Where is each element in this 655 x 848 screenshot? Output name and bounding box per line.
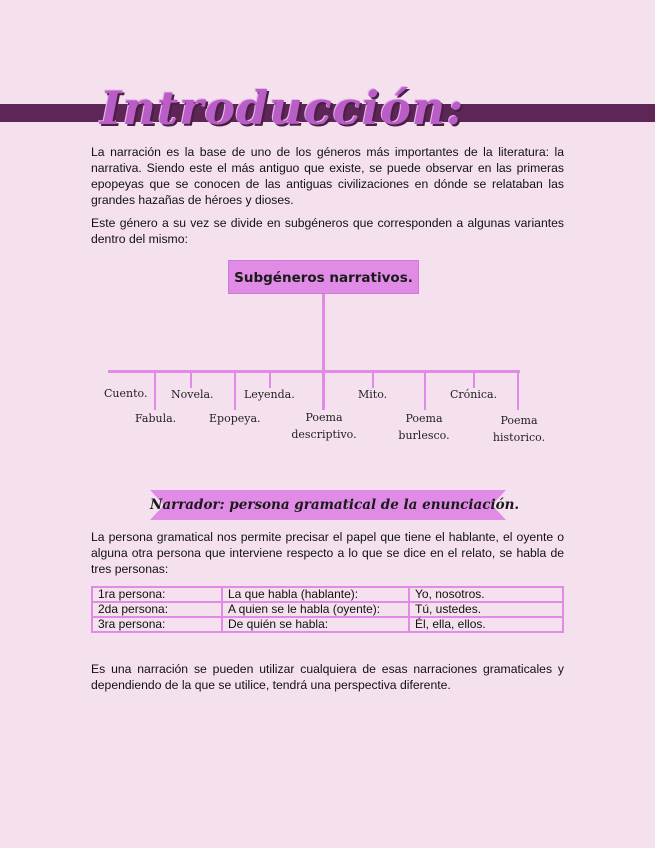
diagram-branch: [322, 372, 325, 410]
node-poema-historico: Poema historico.: [492, 414, 546, 444]
table-cell: Tú, ustedes.: [409, 602, 563, 617]
node-poema-burlesco: Poema burlesco.: [398, 412, 450, 442]
node-fabula: Fabula.: [135, 412, 177, 425]
subgenres-paragraph: Este género a su vez se divide en subgéneros que corresponden a algunas variantes dentro del mismo:: [91, 216, 564, 246]
node-mito: Mito.: [358, 388, 388, 401]
diagram-root: Subgéneros narrativos.: [228, 260, 419, 294]
diagram-bar: [108, 370, 520, 373]
node-epopeya: Epopeya.: [209, 412, 261, 425]
table-row: [92, 617, 563, 632]
page-title: Introducción:: [100, 81, 465, 135]
node-cuento: Cuento.: [104, 387, 148, 400]
intro-paragraph: La narración es la base de uno de los géneros más importantes de la literatura: la narrativa. Siendo este el más antiguo que existe, se puede observar en las primeras epopeyas que se conocen de las antiguas civilizaciones en dónde se relataban las grandes hazañas de héroes y dioses.: [91, 145, 564, 207]
table-cell: A quien se le habla (oyente):: [222, 602, 409, 617]
node-leyenda: Leyenda.: [244, 388, 295, 401]
narrator-banner: [150, 490, 520, 520]
table-cell: 2da persona:: [92, 602, 222, 617]
table-cell: Yo, nosotros.: [409, 587, 563, 602]
table-row: [92, 602, 563, 617]
node-cronica: Crónica.: [450, 388, 498, 401]
diagram-branch: [154, 372, 156, 410]
banner-text: Narrador: persona gramatical de la enunciación.: [150, 497, 520, 513]
diagram-branch: [234, 372, 236, 410]
table-cell: De quién se habla:: [222, 617, 409, 632]
persons-table: [91, 586, 564, 633]
diagram-branch: [517, 372, 519, 410]
table-row: [92, 587, 563, 602]
table-cell: 1ra persona:: [92, 587, 222, 602]
persona-paragraph: La persona gramatical nos permite precisar el papel que tiene el hablante, el oyente o alguna otra persona que interviene respecto a lo que se dice en el relato, se habla de tres personas:: [91, 530, 564, 576]
node-poema-descriptivo: Poema descriptivo.: [291, 411, 357, 441]
diagram-branch: [424, 372, 426, 410]
node-novela: Novela.: [171, 388, 214, 401]
table-cell: 3ra persona:: [92, 617, 222, 632]
diagram-trunk: [322, 294, 325, 371]
table-cell: La que habla (hablante):: [222, 587, 409, 602]
closing-paragraph: Es una narración se pueden utilizar cualquiera de esas narraciones gramaticales y dependiendo de la que se utilice, tendrá una perspectiva diferente.: [91, 662, 564, 692]
table-cell: Él, ella, ellos.: [409, 617, 563, 632]
